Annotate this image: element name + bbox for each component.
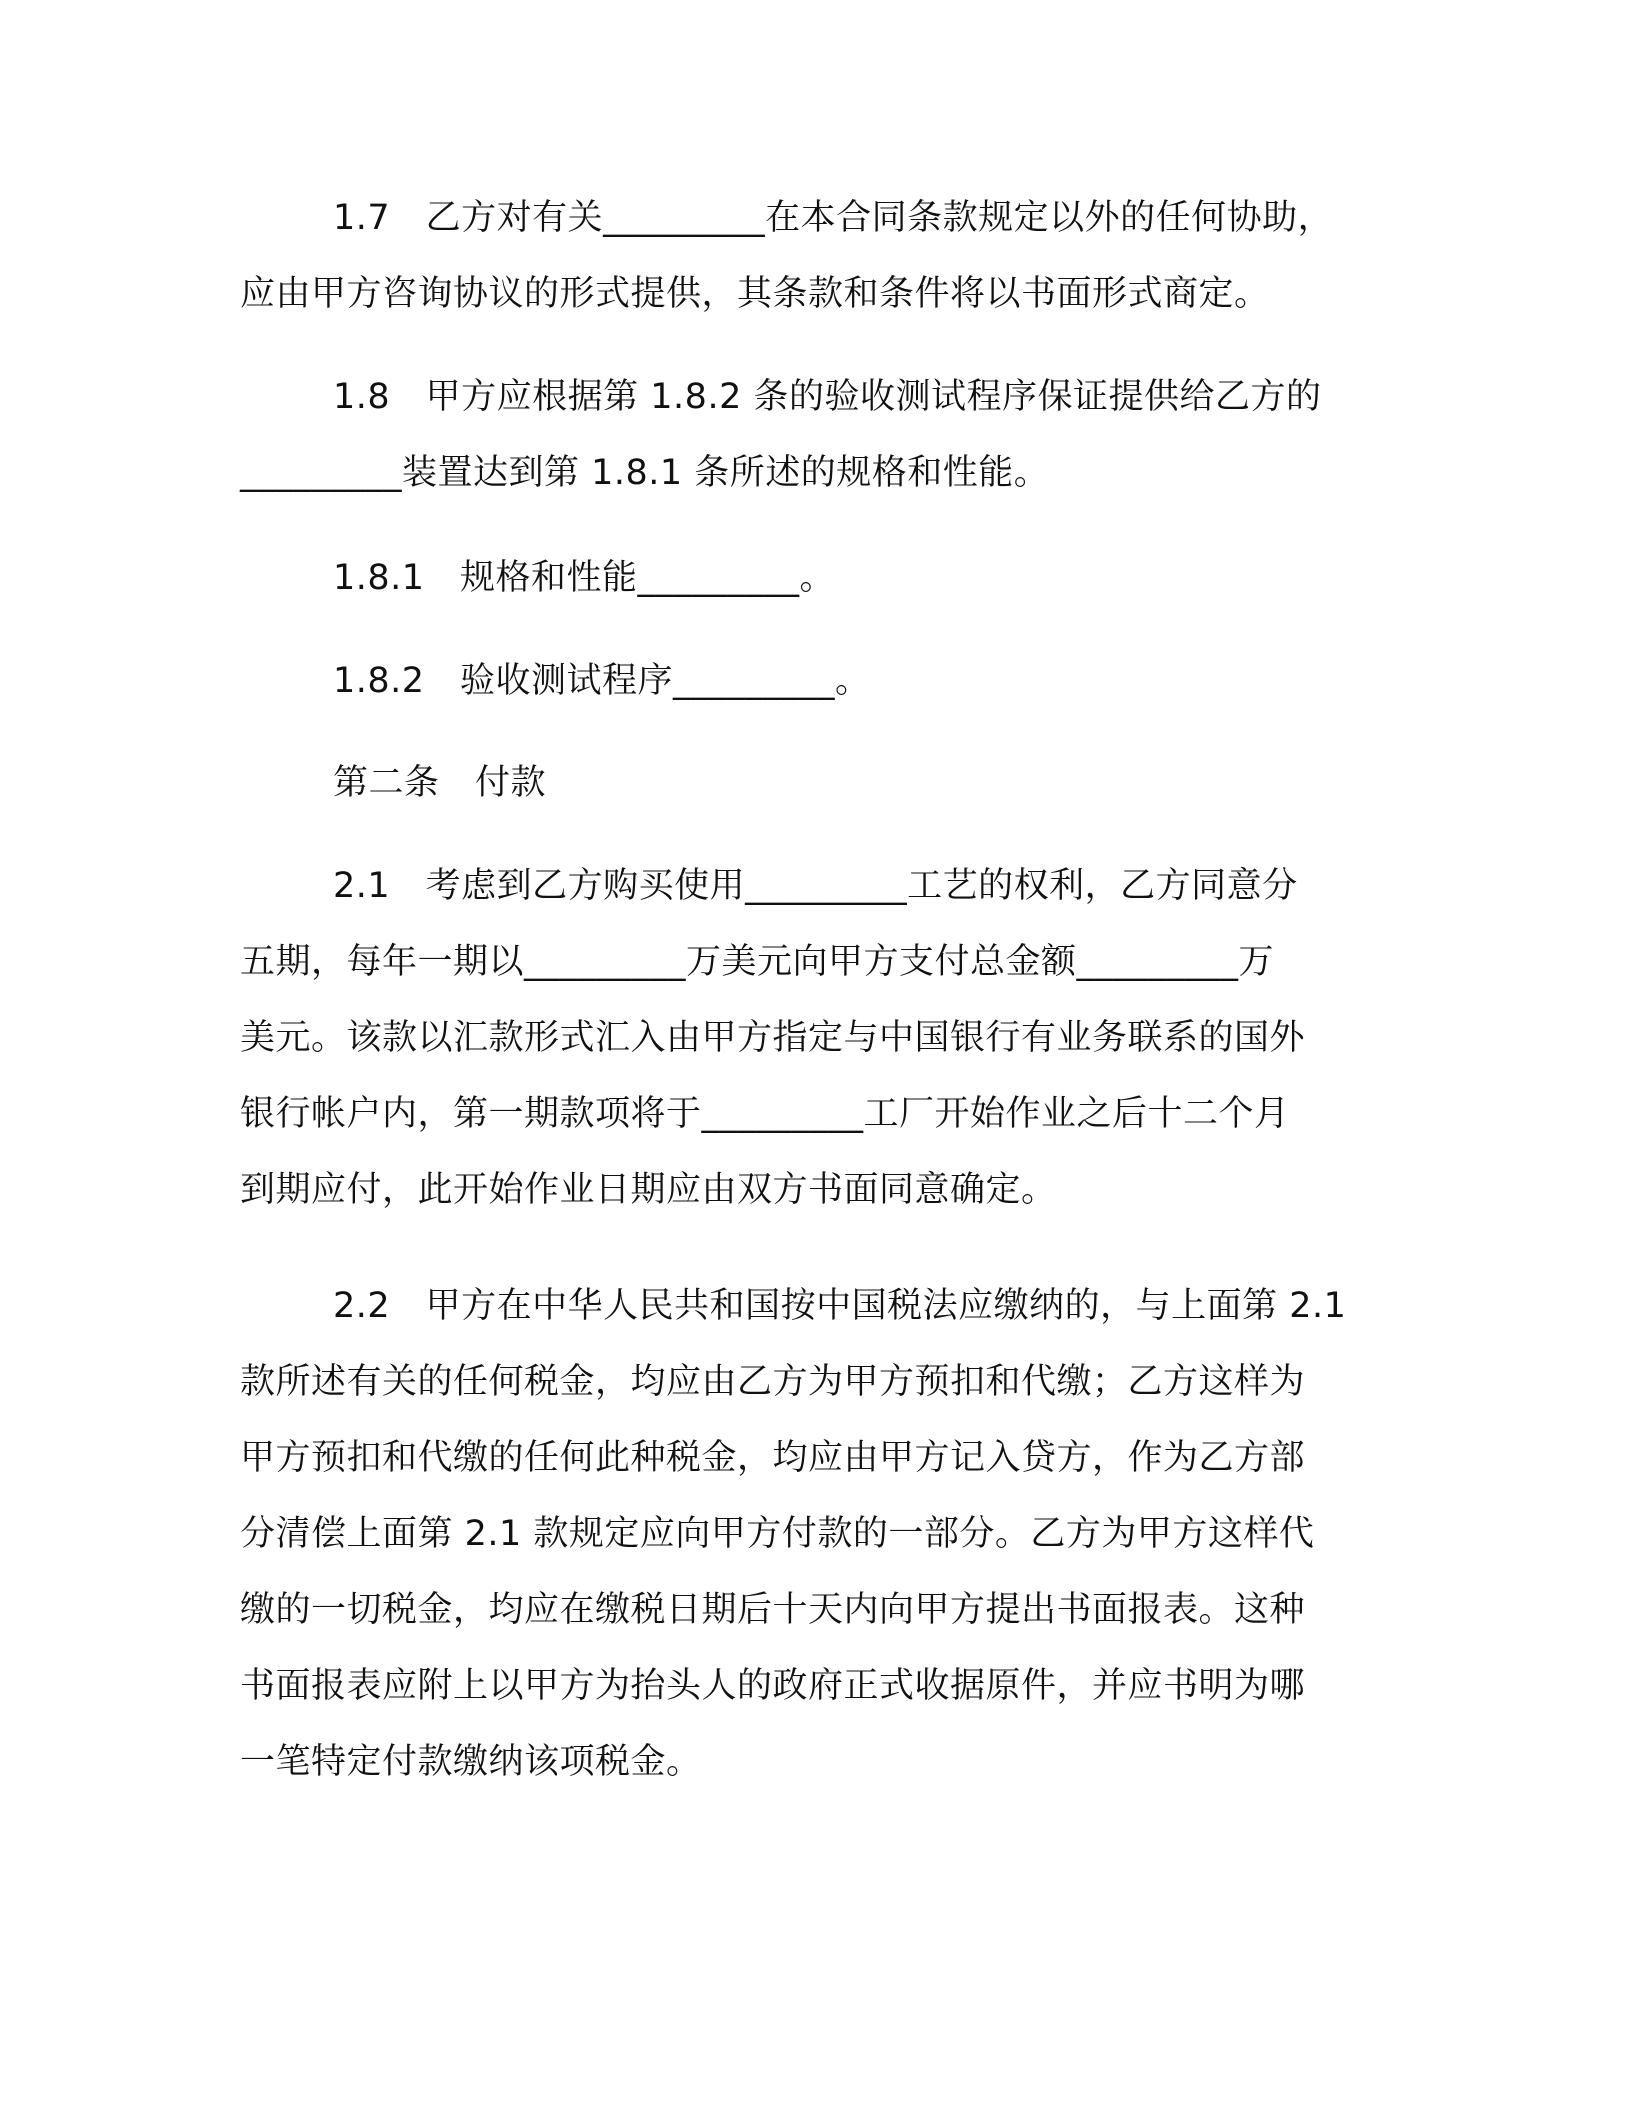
clause-2-2-line-7: 一笔特定付款缴纳该项税金。	[240, 1742, 702, 1782]
clause-2-1-line-4: 银行帐户内，第一期款项将于_________工厂开始作业之后十二个月	[240, 1094, 1290, 1134]
clause-2-1-line-3: 美元。该款以汇款形式汇入由甲方指定与中国银行有业务联系的国外	[240, 1018, 1306, 1058]
clause-1-8-2: 1.8.2 验收测试程序_________。	[333, 661, 871, 701]
clause-2-2-line-4: 分清偿上面第 2.1 款规定应向甲方付款的一部分。乙方为甲方这样代	[240, 1514, 1315, 1554]
clause-2-1-line-5: 到期应付，此开始作业日期应由双方书面同意确定。	[240, 1170, 1057, 1210]
article-2-heading: 第二条 付款	[333, 763, 547, 803]
clause-2-2-line-6: 书面报表应附上以甲方为抬头人的政府正式收据原件，并应书明为哪	[240, 1666, 1306, 1706]
clause-2-2-line-5: 缴的一切税金，均应在缴税日期后十天内向甲方提出书面报表。这种	[240, 1590, 1306, 1630]
clause-1-8-line-2: _________装置达到第 1.8.1 条所述的规格和性能。	[240, 453, 1050, 493]
clause-1-8-line-1: 1.8 甲方应根据第 1.8.2 条的验收测试程序保证提供给乙方的	[333, 377, 1322, 417]
clause-2-2-line-1: 2.2 甲方在中华人民共和国按中国税法应缴纳的，与上面第 2.1	[333, 1286, 1347, 1326]
clause-2-2-line-3: 甲方预扣和代缴的任何此种税金，均应由甲方记入贷方，作为乙方部	[240, 1438, 1306, 1478]
clause-1-8-1: 1.8.1 规格和性能_________。	[333, 558, 836, 598]
clause-1-7-line-1: 1.7 乙方对有关_________在本合同条款规定以外的任何协助，	[333, 198, 1334, 238]
clause-2-1-line-1: 2.1 考虑到乙方购买使用_________工艺的权利，乙方同意分	[333, 866, 1298, 906]
clause-2-1-line-2: 五期，每年一期以_________万美元向甲方支付总金额_________万	[240, 942, 1275, 982]
clause-2-2-line-2: 款所述有关的任何税金，均应由乙方为甲方预扣和代缴；乙方这样为	[240, 1362, 1306, 1402]
clause-1-7-line-2: 应由甲方咨询协议的形式提供，其条款和条件将以书面形式商定。	[240, 274, 1270, 314]
